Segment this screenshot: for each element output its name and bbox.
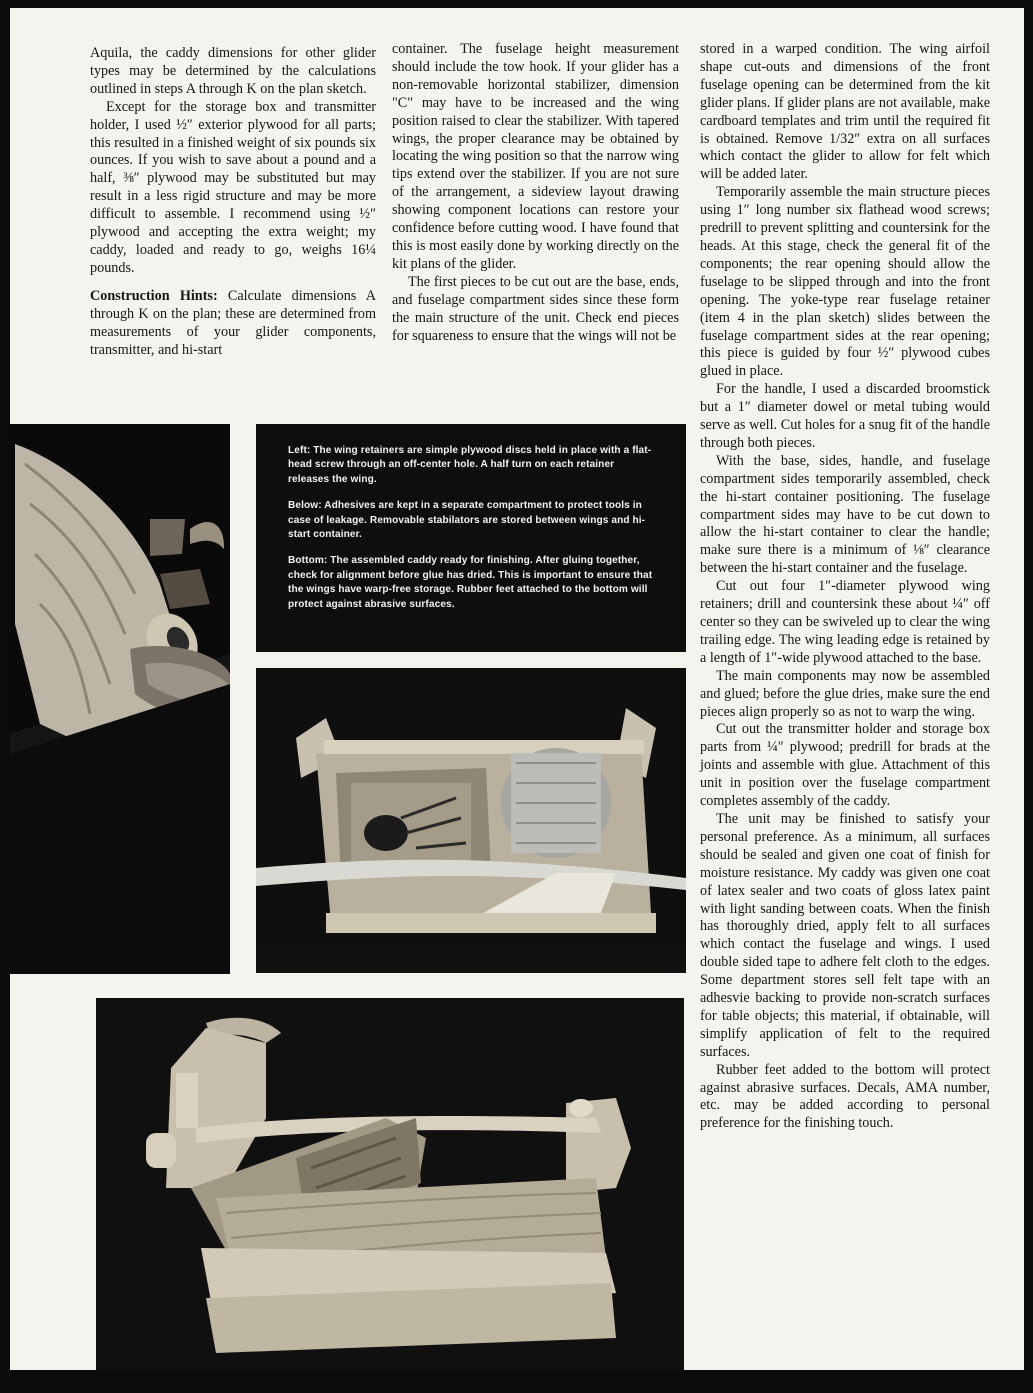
construction-hints-heading: Construction Hints: bbox=[90, 287, 218, 304]
column2-paragraph1: container. The fuselage height measurement should include the tow hook. If your glider has a non-removable horizontal stabilizer, dimension "C" may have to be increased and the wing position raised to clear the stabilizer. With tapered wings, the proper clearance may be obtained by locating the wing position so that the narrow wing tips extend over the stabilizer. If you are not sure of the arrangement, a sideview layout drawing showing component locations can restore your confidence before cutting wood. I have found that this is most easily done by working directly on the kit plans of the glider. bbox=[392, 41, 679, 272]
photo-caddy-tools-compartment bbox=[256, 668, 686, 973]
photo-assembled-caddy bbox=[96, 998, 684, 1370]
column3-paragraph7: Cut out the transmitter holder and storage box parts from ¼″ plywood; predrill for brads at the joints and assemble with glue. Attachment of this unit in position over the fuselage compartment completes assembly of the caddy. bbox=[700, 721, 990, 810]
caption-left: Left: The wing retainers are simple plywood discs held in place with a flat-head screw through an off-center hole. A half turn on each retainer releases the wing. bbox=[288, 445, 652, 485]
column3-paragraph1: stored in a warped condition. The wing airfoil shape cut-outs and dimensions of the front fuselage opening can be determined from the kit glider plans. If glider plans are not available, make cardboard templates and trim until the required fit is obtained. Remove 1/32″ extra on all surfaces which contact the glider to allow for felt which will be added later. bbox=[700, 41, 990, 183]
column3-paragraph5: Cut out four 1″-diameter plywood wing retainers; drill and countersink these about ¼″ off center so they can be swiveled up to clear the wing trailing edge. The wing leading edge is retained by a length of 1″-wide plywood attached to the base. bbox=[700, 578, 990, 666]
caption-below: Below: Adhesives are kept in a separate compartment to protect tools in case of leakage. Removable stabilators are stored between wings and hi-start container. bbox=[288, 500, 646, 541]
magazine-page bbox=[10, 8, 1024, 1370]
column3-paragraph6: The main components may now be assembled and glued; before the glue dries, make sure the end pieces align properly so as not to warp the wing. bbox=[700, 667, 990, 720]
column3-paragraph3: For the handle, I used a discarded broomstick but a 1″ diameter dowel or metal tubing would serve as well. Cut holes for a snug fit of the handle through both pieces. bbox=[700, 381, 990, 451]
column3-paragraph9: Rubber feet added to the bottom will protect against abrasive surfaces. Decals, AMA number, etc. may be added according to personal preference for the finishing touch. bbox=[700, 1061, 990, 1132]
article-column-3 bbox=[700, 41, 990, 1133]
column2-paragraph2: The first pieces to be cut out are the base, ends, and fuselage compartment sides since these form the main structure of the unit. Check end pieces for squareness to ensure that the wings will not be bbox=[392, 273, 679, 344]
photo-wing-retainer bbox=[10, 424, 230, 974]
construction-hints-text: Calculate dimensions A through K on the plan; these are determined from measurements of your glider components, transmitter, and hi-start bbox=[90, 287, 376, 358]
column3-paragraph8: The unit may be finished to satisfy your personal preference. As a minimum, all surfaces should be sealed and given one coat of finish for moisture resistance. My caddy was given one coat of latex sealer and two coats of gloss latex paint with light sanding between coats. When the finish has thoroughly dried, apply felt to all surfaces which contact the fuselage and wings. I used double sided tape to adhere felt cloth to the edges. Some department stores sell felt tape with an adhesvie backing to provide non-scratch surfaces for table objects; this material, if obtainable, will simplify application of felt to the required surfaces. bbox=[700, 810, 990, 1060]
column3-paragraph4: With the base, sides, handle, and fuselage compartment sides temporarily assembled, check the hi-start container positioning. The fuselage compartment sides may have to be cut down to allow the hi-start container to clear the handle; make sure there is a minimum of ⅛″ clearance between the hi-start container and the fuselage. bbox=[700, 452, 990, 577]
column1-paragraph1: Aquila, the caddy dimensions for other glider types may be determined by the calculations outlined in steps A through K on the plan sketch. bbox=[90, 45, 376, 97]
construction-hints-paragraph bbox=[90, 288, 376, 360]
article-column-1 bbox=[90, 45, 376, 359]
column3-paragraph2: Temporarily assemble the main structure pieces using 1″ long number six flathead wood screws; predrill to prevent splitting and countersink for the heads. At this stage, check the general fit of the components; the rear opening should allow the fuselage to be slipped through and into the front opening. The yoke-type rear fuselage retainer (item 4 in the plan sketch) slides between the fuselage compartment sides at the rear opening; this piece is guided by four ½″ plywood cubes glued in place. bbox=[700, 184, 990, 380]
photo-captions-box bbox=[256, 424, 686, 652]
column1-paragraph2: Except for the storage box and transmitter holder, I used ½″ exterior plywood for all parts; this resulted in a finished weight of six pounds six ounces. If you wish to save about a pound and a half, ⅜″ plywood may be substituted but may result in a less rigid structure and may be more difficult to assemble. I recommend using ½″ plywood and accepting the extra weight; my caddy, loaded and ready to go, weighs 16¼ pounds. bbox=[90, 98, 376, 276]
caption-bottom: Bottom: The assembled caddy ready for finishing. After gluing together, check for alignment before glue has dried. This is important to ensure that the wings have warp-free storage. Rubber feet attached to the bottom will protect against abrasive surfaces. bbox=[288, 555, 653, 610]
article-column-2 bbox=[392, 41, 679, 345]
